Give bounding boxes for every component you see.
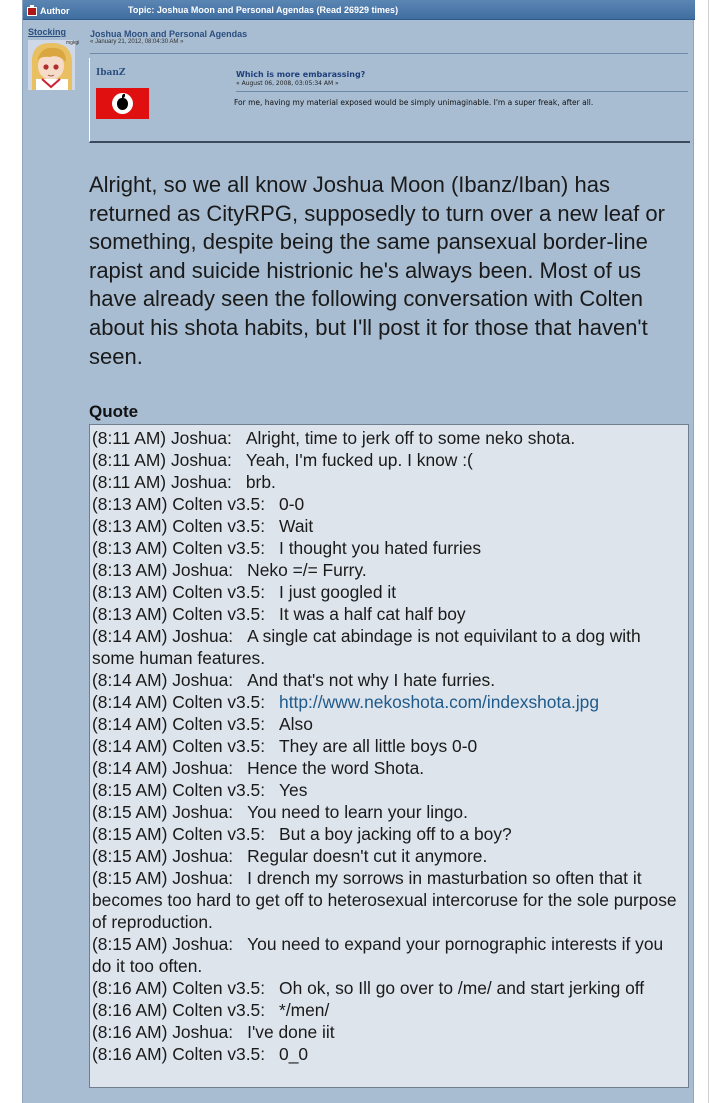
embedded-screenshot <box>89 58 690 143</box>
post-date: « January 21, 2012, 08:04:30 AM » <box>90 39 184 45</box>
chat-speaker: Joshua: <box>172 758 234 778</box>
chat-speaker: Colten v3.5: <box>172 714 266 734</box>
chat-message: Neko =/= Furry. <box>247 560 367 580</box>
chat-timestamp: (8:16 AM) <box>92 1044 168 1064</box>
chat-line <box>92 713 686 735</box>
chat-message: Yeah, I'm fucked up. I know :( <box>245 450 473 470</box>
chat-speaker: Colten v3.5: <box>172 516 266 536</box>
chat-timestamp: (8:13 AM) <box>92 604 168 624</box>
chat-timestamp: (8:15 AM) <box>92 868 168 888</box>
chat-timestamp: (8:15 AM) <box>92 802 168 822</box>
chat-speaker: Joshua: <box>172 560 234 580</box>
chat-speaker: Colten v3.5: <box>172 978 266 998</box>
poster-name-link[interactable]: Stocking <box>28 27 67 37</box>
post-frame <box>22 0 694 1103</box>
chat-message: I've done iit <box>247 1022 335 1042</box>
chat-message: Also <box>279 714 313 734</box>
chat-speaker: Colten v3.5: <box>172 780 266 800</box>
chat-line <box>92 977 686 999</box>
chat-message: But a boy jacking off to a boy? <box>279 824 512 844</box>
chat-timestamp: (8:14 AM) <box>92 692 168 712</box>
chat-line <box>92 823 686 845</box>
quote-box <box>89 424 689 1088</box>
avatar-caption: mgkgi <box>66 40 80 46</box>
chat-timestamp: (8:15 AM) <box>92 846 168 866</box>
chat-line <box>92 845 686 867</box>
chat-speaker: Joshua: <box>170 428 232 448</box>
chat-speaker: Colten v3.5: <box>172 582 266 602</box>
page-edge <box>708 0 709 1103</box>
chat-timestamp: (8:11 AM) <box>92 428 167 448</box>
embedded-post-title: Which is more embarassing? <box>236 70 366 79</box>
chat-line <box>92 669 686 691</box>
embedded-avatar-badge <box>96 88 149 119</box>
topic-title: Topic: Joshua Moon and Personal Agendas (Read 26929 times) <box>128 5 399 15</box>
chat-speaker: Joshua: <box>172 802 234 822</box>
chat-message: It was a half cat half boy <box>279 604 466 624</box>
chat-timestamp: (8:13 AM) <box>92 560 168 580</box>
chat-timestamp: (8:14 AM) <box>92 736 168 756</box>
chat-timestamp: (8:13 AM) <box>92 582 168 602</box>
chat-timestamp: (8:15 AM) <box>92 934 168 954</box>
embedded-divider <box>236 91 688 92</box>
chat-link[interactable]: http://www.nekoshota.com/indexshota.jpg <box>279 692 600 712</box>
chat-line <box>92 559 686 581</box>
chat-timestamp: (8:13 AM) <box>92 538 168 558</box>
chat-message: A single cat abindage is not equivilant to a dog with some human features. <box>92 626 641 668</box>
chat-speaker: Colten v3.5: <box>172 1000 266 1020</box>
chat-speaker: Joshua: <box>172 846 234 866</box>
chat-message: I drench my sorrows in masturbation so often that it becomes too hard to get off to heterosexual intercoruse for the sole purpose of reproduction. <box>92 868 677 932</box>
chat-message: You need to expand your pornographic interests if you do it too often. <box>92 934 664 976</box>
chat-speaker: Joshua: <box>170 450 232 470</box>
chat-message: I just googled it <box>279 582 397 602</box>
embedded-username: IbanZ <box>96 68 126 78</box>
chat-line <box>92 493 686 515</box>
chat-timestamp: (8:16 AM) <box>92 1022 168 1042</box>
chat-speaker: Colten v3.5: <box>172 538 266 558</box>
chat-timestamp: (8:13 AM) <box>92 516 168 536</box>
post-title-link[interactable]: Joshua Moon and Personal Agendas <box>90 29 248 39</box>
chat-line <box>92 757 686 779</box>
chat-message: You need to learn your lingo. <box>247 802 468 822</box>
chat-line <box>92 801 686 823</box>
chat-speaker: Colten v3.5: <box>172 736 266 756</box>
chat-speaker: Joshua: <box>172 626 234 646</box>
chat-speaker: Joshua: <box>172 868 234 888</box>
chat-message: Oh ok, so Ill go over to /me/ and start jerking off <box>279 978 645 998</box>
chat-line <box>92 867 686 933</box>
author-column-header <box>27 4 70 18</box>
apple-logo-icon <box>112 93 133 114</box>
chat-message: They are all little boys 0-0 <box>279 736 478 756</box>
chat-speaker: Joshua: <box>172 670 234 690</box>
chat-timestamp: (8:13 AM) <box>92 494 168 514</box>
chat-speaker: Colten v3.5: <box>172 604 266 624</box>
chat-line <box>92 779 686 801</box>
chat-timestamp: (8:15 AM) <box>92 780 168 800</box>
avatar <box>28 40 80 90</box>
chat-message: */men/ <box>279 1000 330 1020</box>
chat-speaker: Joshua: <box>170 472 232 492</box>
chat-line <box>92 427 686 449</box>
avatar-image <box>28 40 75 90</box>
chat-message: brb. <box>245 472 276 492</box>
chat-line <box>92 537 686 559</box>
chat-speaker: Colten v3.5: <box>172 1044 266 1064</box>
chat-message: And that's not why I hate furries. <box>247 670 496 690</box>
chat-line <box>92 1021 686 1043</box>
chat-line <box>92 581 686 603</box>
chat-message: Alright, time to jerk off to some neko shota. <box>245 428 576 448</box>
chat-timestamp: (8:16 AM) <box>92 1000 168 1020</box>
chat-timestamp: (8:16 AM) <box>92 978 168 998</box>
chat-line <box>92 735 686 757</box>
author-icon <box>27 7 37 16</box>
chat-timestamp: (8:14 AM) <box>92 626 168 646</box>
chat-line <box>92 933 686 977</box>
embedded-post-text: For me, having my material exposed would be simply unimaginable. I'm a super freak, after all. <box>234 98 594 107</box>
chat-line <box>92 471 686 493</box>
chat-message: Wait <box>279 516 314 536</box>
post-divider <box>90 53 688 54</box>
chat-line <box>92 625 686 669</box>
chat-message: I thought you hated furries <box>279 538 482 558</box>
thread-header <box>23 0 695 20</box>
chat-line <box>92 1043 686 1065</box>
chat-timestamp: (8:11 AM) <box>92 450 167 470</box>
chat-message: Regular doesn't cut it anymore. <box>247 846 488 866</box>
chat-message: 0_0 <box>279 1044 309 1064</box>
author-label: Author <box>40 6 70 16</box>
chat-timestamp: (8:14 AM) <box>92 714 168 734</box>
chat-timestamp: (8:11 AM) <box>92 472 167 492</box>
chat-line <box>92 449 686 471</box>
chat-timestamp: (8:14 AM) <box>92 758 168 778</box>
post-body-text: Alright, so we all know Joshua Moon (Ibanz/Iban) has returned as CityRPG, supposedly to turn over a new leaf or something, despite being the same pansexual border-line rapist and suicide histrionic he's always been. Most of us have already seen the following conversation with Colten about his shota habits, but I'll post it for those that haven't seen. <box>89 172 665 369</box>
chat-message: Hence the word Shota. <box>247 758 425 778</box>
embedded-post-date: « August 06, 2008, 03:05:34 AM » <box>236 80 339 87</box>
chat-line <box>92 603 686 625</box>
chat-timestamp: (8:14 AM) <box>92 670 168 690</box>
chat-message: 0-0 <box>279 494 305 514</box>
chat-speaker: Colten v3.5: <box>172 692 266 712</box>
quote-label: Quote <box>89 402 139 421</box>
chat-line <box>92 515 686 537</box>
chat-timestamp: (8:15 AM) <box>92 824 168 844</box>
chat-message: Yes <box>279 780 308 800</box>
chat-speaker: Joshua: <box>172 1022 234 1042</box>
chat-line <box>92 999 686 1021</box>
chat-line <box>92 691 686 713</box>
chat-speaker: Colten v3.5: <box>172 494 266 514</box>
chat-speaker: Joshua: <box>172 934 234 954</box>
chat-speaker: Colten v3.5: <box>172 824 266 844</box>
